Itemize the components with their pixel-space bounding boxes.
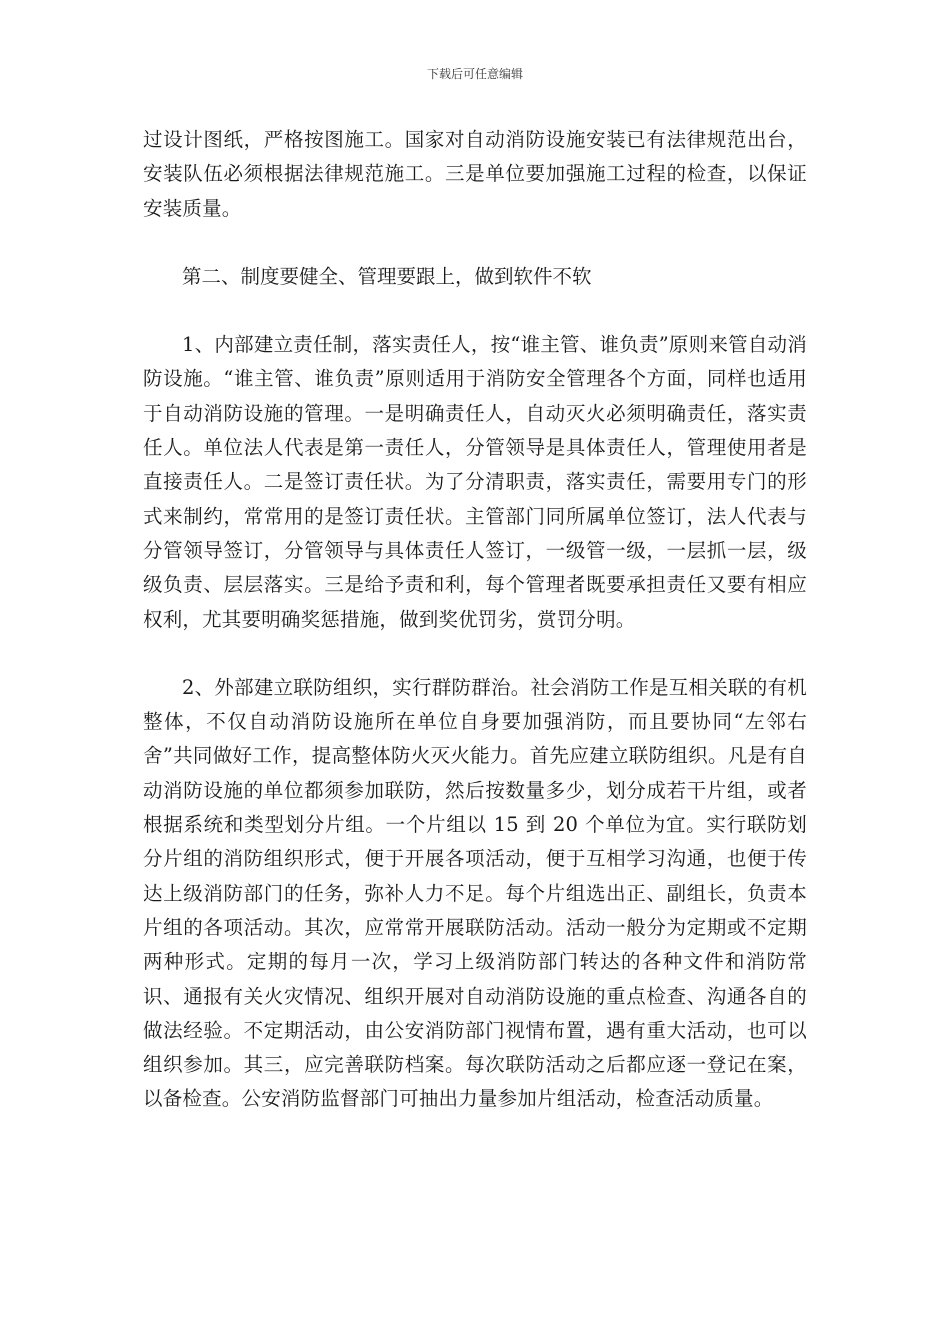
document-body xyxy=(143,123,807,1117)
paragraph-external-joint-defense: 2、外部建立联防组织，实行群防群治。社会消防工作是互相关联的有机整体，不仅自动消防设施所在单位自身要加强消防，而且要协同“左邻右舍”共同做好工作，提高整体防火灭火能力。首先应建立联防组织。凡是有自动消防设施的单位都须参加联防，然后按数量多少，划分成若干片组，或者根据系统和类型划分片组。一个片组以 15 到 20 个单位为宜。实行联防划分片组的消防组织形式，便于开展各项活动，便于互相学习沟通，也便于传达上级消防部门的任务，弥补人力不足。每个片组选出正、副组长，负责本片组的各项活动。其次，应常常开展联防活动。活动一般分为定期或不定期两种形式。定期的每月一次，学习上级消防部门转达的各种文件和消防常识、通报有关火灾情况、组织开展对自动消防设施的重点检查、沟通各自的做法经验。不定期活动，由公安消防部门视情布置，遇有重大活动，也可以组织参加。其三，应完善联防档案。每次联防活动之后都应逐一登记在案，以备检查。公安消防监督部门可抽出力量参加片组活动，检查活动质量。 xyxy=(143,675,807,1111)
paragraph-internal-responsibility: 1、内部建立责任制，落实责任人，按“谁主管、谁负责”原则来管自动消防设施。“谁主管、谁负责”原则适用于消防安全管理各个方面，同样也适用于自动消防设施的管理。一是明确责任人，自动灭火必须明确责任，落实责任人。单位法人代表是第一责任人，分管领导是具体责任人，管理使用者是直接责任人。二是签订责任状。为了分清职责，落实责任，需要用专门的形式来制约，常常用的是签订责任状。主管部门同所属单位签订，法人代表与分管领导签订，分管领导与具体责任人签订，一级管一级，一层抓一层，级级负责、层层落实。三是给予责和利，每个管理者既要承担责任又要有相应权利，尤其要明确奖惩措施，做到奖优罚劣，赏罚分明。 xyxy=(143,333,807,631)
paragraph-spacer xyxy=(143,294,807,328)
paragraph-spacer xyxy=(143,226,807,260)
page-header-note: 下载后可任意编辑 xyxy=(426,67,523,81)
paragraph-spacer xyxy=(143,637,807,671)
paragraph-continued: 过设计图纸，严格按图施工。国家对自动消防设施安装已有法律规范出台，安装队伍必须根据法律规范施工。三是单位要加强施工过程的检查，以保证安装质量。 xyxy=(143,128,807,220)
section-heading: 第二、制度要健全、管理要跟上，做到软件不软 xyxy=(182,264,592,288)
